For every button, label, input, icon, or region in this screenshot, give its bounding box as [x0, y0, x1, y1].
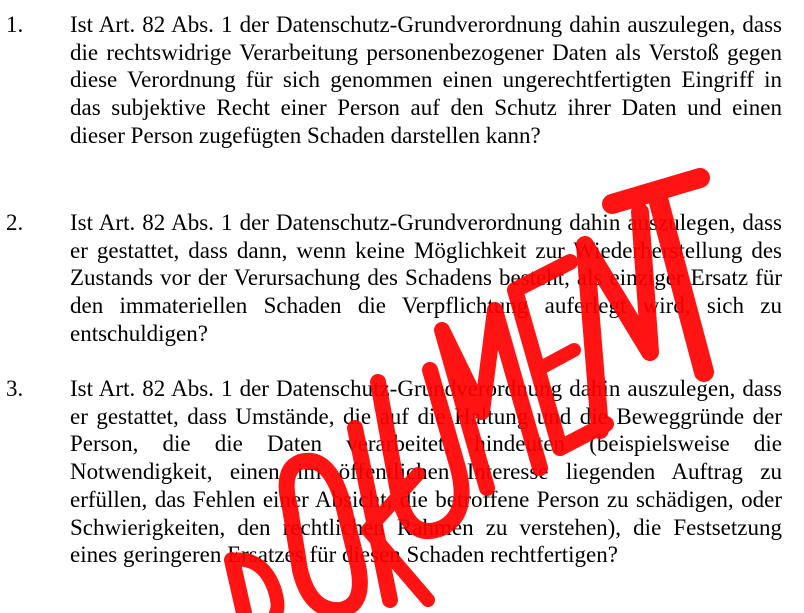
question-number: 2.	[6, 210, 24, 235]
question-text: Ist Art. 82 Abs. 1 der Datenschutz-Grundverordnung dahin auszulegen, dass er gestattet, dass Umstände, die auf die Haltung und die Beweggründe der Person, die die Daten verarbeitet, hindeuten (beispielsweise die Notwendigkeit, einen im öffentlichen Interesse liegenden Auftrag zu erfüllen, das Fehlen einer Absicht, die betroffene Person zu schädigen, oder Schwierigkeiten, den rechtlichen Rahmen zu verstehen), die Festsetzung eines geringeren Ersatzes für diesen Schaden rechtfertigen?	[70, 376, 782, 568]
question-number: 1.	[6, 12, 24, 37]
question-text: Ist Art. 82 Abs. 1 der Datenschutz-Grundverordnung dahin auszulegen, dass er gestattet, dass dann, wenn keine Möglichkeit zur Wiederherstellung des Zustands vor der Verursachung des Schadens besteht, als einziger Ersatz für den immateriellen Schaden die Verpflichtung auferlegt wird, sich zu entschuldigen?	[70, 210, 782, 346]
question-text: Ist Art. 82 Abs. 1 der Datenschutz-Grundverordnung dahin auszulegen, dass die rechtswidrige Verarbeitung personenbezogener Daten als Verstoß gegen diese Verordnung für sich genommen einen ungerechtfertigten Eingriff in das subjektive Recht einer Person auf den Schutz ihrer Daten und einen dieser Person zugefügten Schaden darstellen kann?	[70, 12, 782, 148]
question-number: 3.	[6, 376, 24, 401]
